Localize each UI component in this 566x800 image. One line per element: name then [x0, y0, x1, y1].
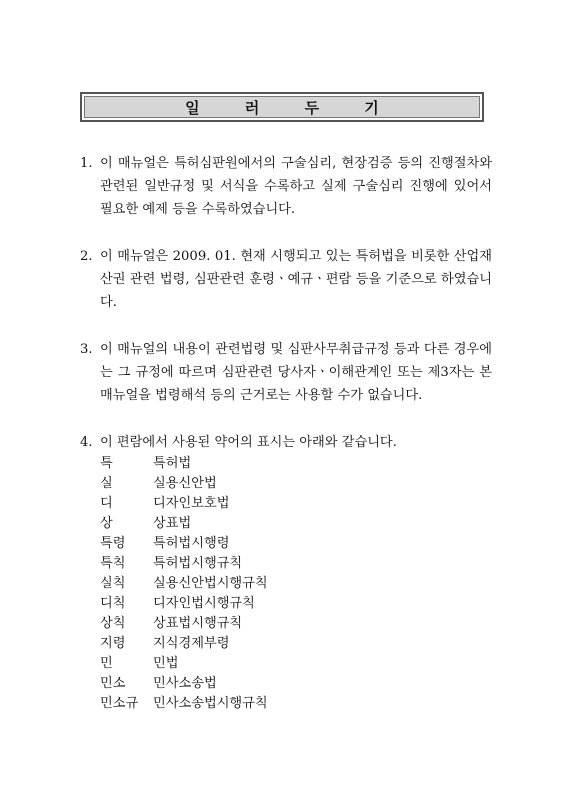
abbreviation-meaning: 디자인법시행규칙 — [153, 596, 255, 611]
note-text: 이 편람에서 사용된 약어의 표시는 아래와 같습니다. — [100, 435, 397, 450]
abbreviation-meaning: 특허법시행규칙 — [153, 556, 243, 571]
abbreviation: 특령 — [100, 536, 126, 551]
abbreviation: 민 — [100, 656, 113, 671]
page-title: 일 러 두 기 — [185, 98, 399, 117]
abbreviation: 민소규 — [100, 696, 139, 711]
abbreviation: 실칙 — [100, 576, 126, 591]
note-item-2 — [80, 245, 492, 314]
abbreviation: 상 — [100, 516, 113, 531]
abbreviation-row — [100, 474, 492, 494]
note-number: 3. — [80, 342, 93, 357]
abbreviation: 디 — [100, 496, 113, 511]
note-text: 이 매뉴얼은 2009. 01. 현재 시행되고 있는 특허법을 비롯한 산업재산권 관련 법령, 심판관련 훈령ㆍ예규ㆍ편람 등을 기준으로 하였습니다. — [100, 249, 492, 310]
note-number: 4. — [80, 435, 93, 450]
abbreviation: 실 — [100, 476, 113, 491]
abbreviation-row — [100, 694, 492, 714]
abbreviation-meaning: 특허법시행령 — [153, 536, 230, 551]
note-text: 이 매뉴얼의 내용이 관련법령 및 심판사무취급규정 등과 다른 경우에는 그 규정에 따르며 심판관련 당사자ㆍ이해관계인 또는 제3자는 본 매뉴얼을 법령해석 등의 근거로는 사용할 수가 없습니다. — [100, 342, 492, 403]
abbreviation-row — [100, 554, 492, 574]
abbreviation-meaning: 실용신안법시행규칙 — [153, 576, 268, 591]
abbreviation-row — [100, 614, 492, 634]
note-item-1 — [80, 152, 492, 221]
abbreviation-row — [100, 674, 492, 694]
abbreviation-meaning: 민사소송법시행규칙 — [153, 696, 268, 711]
abbreviation: 민소 — [100, 676, 126, 691]
abbreviation-row — [100, 594, 492, 614]
abbreviation: 디칙 — [100, 596, 126, 611]
abbreviation-meaning: 실용신안법 — [153, 476, 217, 491]
note-text: 이 매뉴얼은 특허심판원에서의 구술심리, 현장검증 등의 진행절차와 관련된 일반규정 및 서식을 수록하고 실제 구술심리 진행에 있어서 필요한 예제 등을 수록하였습니다. — [100, 156, 492, 217]
abbreviation-row — [100, 574, 492, 594]
abbreviation-meaning: 민법 — [153, 656, 179, 671]
abbreviation-meaning: 특허법 — [153, 456, 192, 471]
note-item-3 — [80, 338, 492, 407]
notes-section — [80, 152, 492, 714]
abbreviation-row — [100, 494, 492, 514]
abbreviation-meaning: 디자인보호법 — [153, 496, 230, 511]
abbreviation: 지령 — [100, 636, 126, 651]
abbreviation-row — [100, 514, 492, 534]
note-number: 1. — [80, 156, 93, 171]
abbreviation-row — [100, 654, 492, 674]
abbreviation: 특칙 — [100, 556, 126, 571]
note-item-4 — [80, 431, 492, 454]
abbreviation: 특 — [100, 456, 113, 471]
abbreviation-list — [100, 454, 492, 714]
abbreviation-row — [100, 534, 492, 554]
abbreviation-meaning: 지식경제부령 — [153, 636, 230, 651]
abbreviation-meaning: 상표법시행규칙 — [153, 616, 243, 631]
abbreviation-meaning: 민사소송법 — [153, 676, 217, 691]
note-number: 2. — [80, 249, 93, 264]
abbreviation: 상칙 — [100, 616, 126, 631]
abbreviation-row — [100, 454, 492, 474]
title-box — [80, 92, 484, 122]
abbreviation-row — [100, 634, 492, 654]
abbreviation-meaning: 상표법 — [153, 516, 192, 531]
